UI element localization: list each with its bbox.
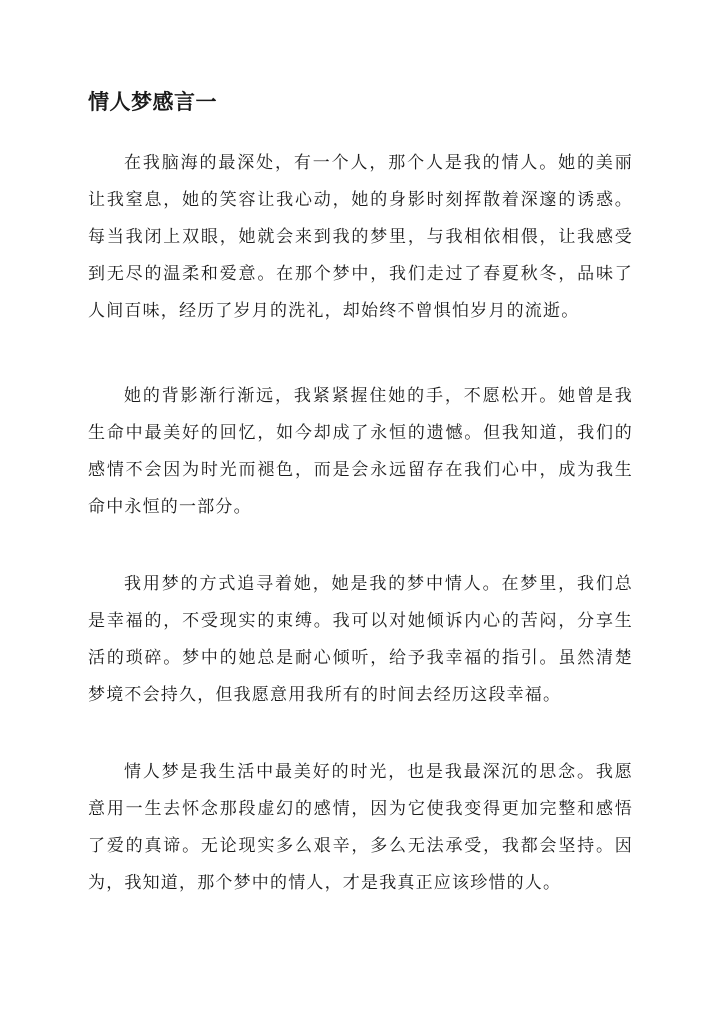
paragraph-1: 在我脑海的最深处，有一个人，那个人是我的情人。她的美丽让我窒息，她的笑容让我心动，她的身影时刻挥散着深邃的诱惑。每当我闭上双眼，她就会来到我的梦里，与我相依相偎，让我感受到无尽的温柔和爱意。在那个梦中，我们走过了春夏秋冬，品味了人间百味，经历了岁月的洗礼，却始终不曾惧怕岁月的流逝。: [88, 153, 633, 321]
document-title: 情人梦感言一: [88, 90, 217, 114]
paragraph-2: 她的背影渐行渐远，我紧紧握住她的手，不愿松开。她曾是我生命中最美好的回忆，如今却成了永恒的遗憾。但我知道，我们的感情不会因为时光而褪色，而是会永远留存在我们心中，成为我生命中永恒的一部分。: [88, 386, 633, 517]
paragraph-3: 我用梦的方式追寻着她，她是我的梦中情人。在梦里，我们总是幸福的，不受现实的束缚。我可以对她倾诉内心的苦闷，分享生活的琐碎。梦中的她总是耐心倾听，给予我幸福的指引。虽然清楚梦境不会持久，但我愿意用我所有的时间去经历这段幸福。: [88, 574, 633, 705]
paragraph-4: 情人梦是我生活中最美好的时光，也是我最深沉的思念。我愿意用一生去怀念那段虚幻的感情，因为它使我变得更加完整和感悟了爱的真谛。无论现实多么艰辛，多么无法承受，我都会坚持。因为，我知道，那个梦中的情人，才是我真正应该珍惜的人。: [88, 762, 633, 893]
